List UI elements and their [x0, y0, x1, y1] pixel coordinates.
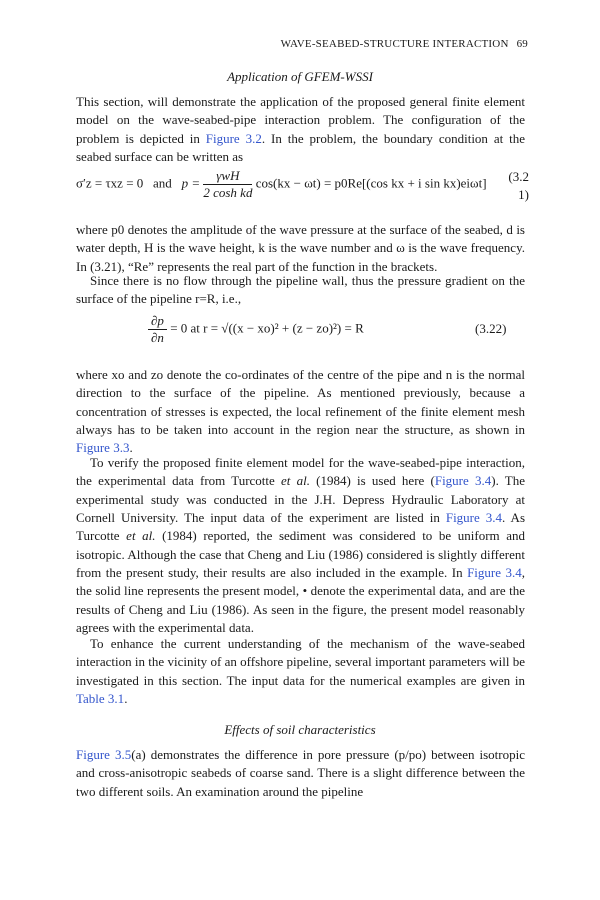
paragraph-verification: To verify the proposed finite element model for the wave-seabed-pipe interaction, the experimental data from Turcotte et al. (1984) is used here (Figure 3.4). The experimental study was conducted in the J.H. Depress Hydraulic Laboratory at Cornell University. The input data of the experiment are listed in Figure 3.4. As Turcotte et al. (1984) reported, the sediment was considered to be uniform and isotropic. Although the case that Cheng and Liu (1986) considered is slightly different from the present study, their results are also included in the example. In Figure 3.4, the solid line represents the present model, • denote the experimental data, and are the results of Cheng and Liu (1986). As seen in the figure, the present model reasonably agrees with the experimental data. — [76, 455, 526, 636]
paragraph-pipe-centre: where xo and zo denote the co-ordinates of the centre of the pipe and n is the normal direction to the surface of the pipeline. As mentioned previously, because a concentration of stresses is expected, the local refinement of the finite element mesh always has to be taken into account in the region near the structure, as shown in Figure 3.3. — [76, 367, 525, 456]
eq-3-22-numerator: ∂p — [148, 313, 167, 330]
running-title: WAVE-SEABED-STRUCTURE INTERACTION — [280, 38, 509, 50]
eq-3-22-fraction — [148, 313, 167, 346]
section-heading-application: Application of GFEM-WSSI — [227, 69, 373, 84]
paragraph-wave-pressure: where p0 denotes the amplitude of the wave pressure at the surface of the seabed, d is water depth, H is the wave height, k is the wave number and ω is the wave frequency. In (3.21), “Re” represents the real part of the function in the brackets. — [76, 222, 525, 274]
eq-3-21-fraction — [203, 168, 252, 201]
figure-3-2-link[interactable]: Figure 3.2 — [205, 130, 262, 146]
section-heading-soil: Effects of soil characteristics — [224, 722, 376, 737]
paragraph-parameters: To enhance the current understanding of the mechanism of the wave-seabed interaction in the vicinity of an offshore pipeline, several important parameters will be investigated in this section. The input data for the numerical examples are given in Table 3.1. — [76, 636, 525, 707]
page-number: 69 — [516, 38, 528, 50]
equation-number-3-21: (3.21) — [508, 169, 529, 202]
figure-3-5-link[interactable]: Figure 3.5 — [76, 747, 132, 762]
equation-number-3-22: (3.22) — [475, 321, 507, 336]
eq-3-21-p: p = — [181, 175, 201, 191]
paragraph-intro: This section, will demonstrate the application of the proposed general finite element model on the wave-seabed-pipe interaction problem. The configuration of the problem is depicted in Figure 3.2. In the problem, the boundary condition at the seabed surface can be written as — [76, 94, 525, 165]
running-header — [281, 38, 528, 50]
eq-3-21-denominator: 2 cosh kd — [203, 185, 253, 200]
eq-3-21-numerator: γwH — [203, 168, 252, 185]
table-3-1-link[interactable]: Table 3.1 — [76, 691, 125, 707]
paragraph-soil-characteristics: Figure 3.5(a) demonstrates the difference in pore pressure (p/po) between isotropic and cross-anisotropic seabeds of coarse sand. There is a slight difference between the two different soils. An examination around the pipeline — [76, 747, 525, 799]
eq-3-21-and: and — [153, 175, 172, 191]
figure-3-4-link-2[interactable]: Figure 3.4 — [445, 510, 503, 526]
figure-3-3-link[interactable]: Figure 3.3 — [76, 440, 130, 456]
figure-3-4-link-3[interactable]: Figure 3.4 — [467, 565, 522, 581]
eq-3-22-body: = 0 at r = √((x − xo)² + (z − zo)²) = R — [170, 320, 364, 336]
paragraph-pipeline-wall: Since there is no flow through the pipeline wall, thus the pressure gradient on the surface of the pipeline r=R, i.e., — [76, 273, 525, 307]
equation-3-21 — [76, 168, 487, 201]
eq-3-22-denominator: ∂n — [151, 330, 164, 345]
figure-3-4-link-1[interactable]: Figure 3.4 — [434, 473, 492, 489]
eq-3-21-lhs: σ′z = τxz = 0 — [76, 175, 144, 191]
equation-3-22 — [148, 313, 364, 346]
eq-3-21-rhs: cos(kx − ωt) = p0Re[(cos kx + i sin kx)eiωt] — [255, 175, 487, 191]
